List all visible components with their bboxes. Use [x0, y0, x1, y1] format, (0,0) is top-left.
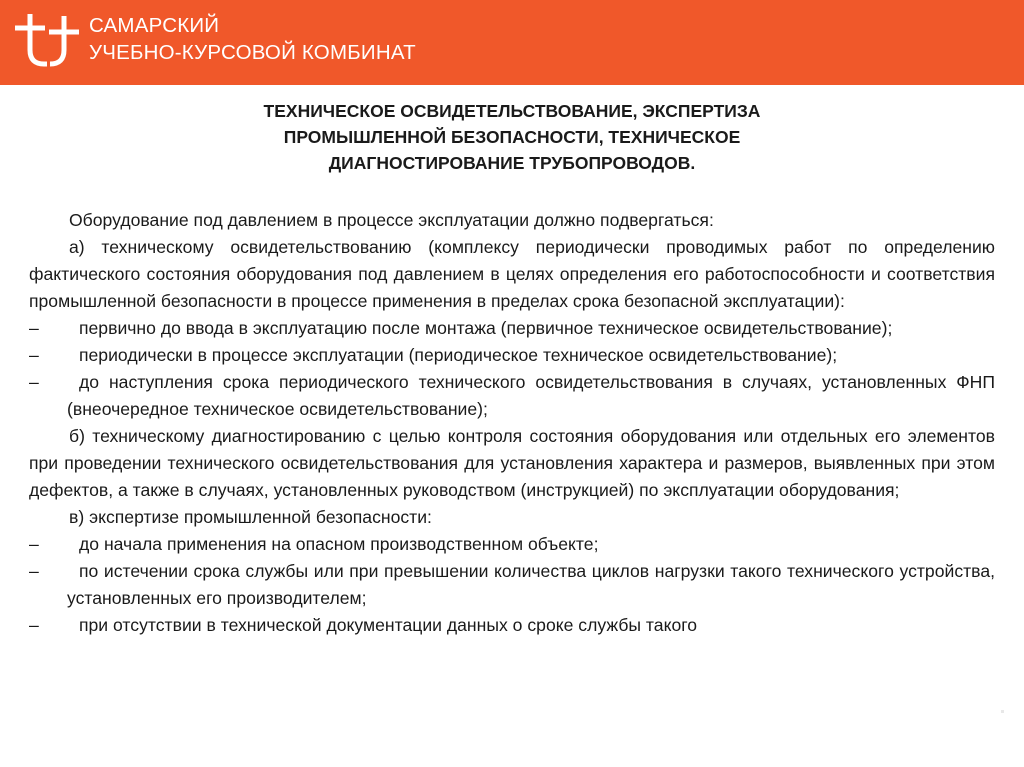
list-item-text: первично до ввода в эксплуатацию после монтажа (первичное техническое освидетельствование); [79, 318, 893, 338]
list-item [29, 369, 995, 423]
list-item [29, 531, 995, 558]
title-line-2: ПРОМЫШЛЕННОЙ БЕЗОПАСНОСТИ, ТЕХНИЧЕСКОЕ [283, 127, 741, 147]
list-item-text: до наступления срока периодического технического освидетельствования в случаях, установленных ФНП (внеочередное техническое освидетельствование); [67, 372, 995, 419]
dash-marker: – [29, 345, 39, 365]
dash-marker: – [29, 372, 39, 392]
dash-marker: – [29, 615, 39, 635]
list-item-text: периодически в процессе эксплуатации (периодическое техническое освидетельствование); [79, 345, 838, 365]
title-line-1: ТЕХНИЧЕСКОЕ ОСВИДЕТЕЛЬСТВОВАНИЕ, ЭКСПЕРТИЗА [263, 101, 761, 121]
decorative-dot [1001, 710, 1004, 713]
brand-line-2: УЧЕБНО-КУРСОВОЙ КОМБИНАТ [89, 41, 416, 64]
dash-marker: – [29, 561, 39, 581]
dash-marker: – [29, 534, 39, 554]
title-line-3: ДИАГНОСТИРОВАНИЕ ТРУБОПРОВОДОВ. [328, 153, 696, 173]
intro-paragraph: Оборудование под давлением в процессе эксплуатации должно подвергаться: [69, 210, 714, 230]
list-item [29, 342, 995, 369]
brand-name [89, 12, 416, 66]
list-item-text: до начала применения на опасном производственном объекте; [79, 534, 599, 554]
slide-body [29, 207, 995, 639]
paragraph-v: в) экспертизе промышленной безопасности: [69, 507, 432, 527]
double-cross-logo-icon [13, 10, 81, 70]
list-item [29, 612, 995, 639]
list-item-text: при отсутствии в технической документации данных о сроке службы такого [79, 615, 698, 635]
paragraph-b: б) техническому диагностированию с целью контроля состояния оборудования или отдельных его элементов при проведении технического освидетельствования для установления характера и размеров, выявленных при этом дефектов, а также в случаях, установленных руководством (инструкцией) по эксплуатации оборудования; [29, 426, 995, 500]
slide-title [150, 98, 874, 176]
header-bar [0, 0, 1024, 85]
dash-marker: – [29, 318, 39, 338]
brand-line-1: САМАРСКИЙ [89, 14, 220, 37]
list-item [29, 315, 995, 342]
paragraph-a: а) техническому освидетельствованию (комплексу периодически проводимых работ по определению фактического состояния оборудования под давлением в целях определения его работоспособности и соответствия промышленной безопасности в процессе применения в пределах срока безопасной эксплуатации): [29, 237, 995, 311]
list-item [29, 558, 995, 612]
list-item-text: по истечении срока службы или при превышении количества циклов нагрузки такого технического устройства, установленных его производителем; [67, 561, 995, 608]
